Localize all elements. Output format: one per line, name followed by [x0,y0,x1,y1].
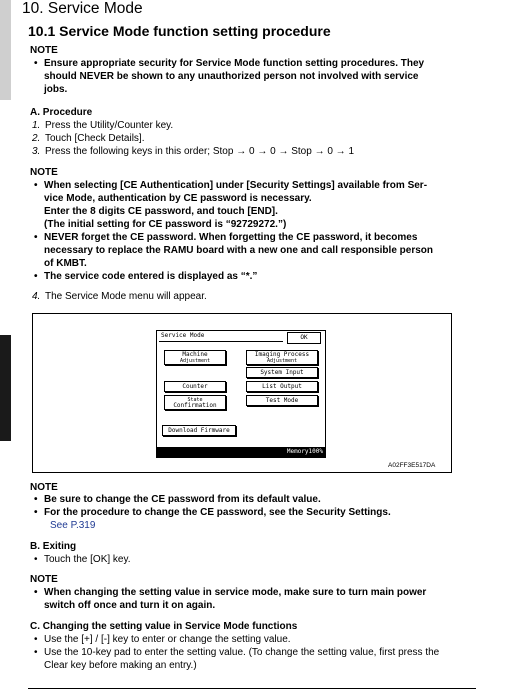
test-mode-button[interactable]: Test Mode [246,395,318,406]
bullet: • [34,494,38,505]
system-input-button[interactable]: System Input [246,367,318,378]
bullet: • [34,58,38,69]
counter-button[interactable]: Counter [164,381,226,392]
note-text: Be sure to change the CE password from its default value. [44,494,321,505]
changing-text: Use the [+] / [-] key to enter or change the setting value. [44,634,291,645]
button-label: Confirmation [173,402,217,409]
step-number: 4. [32,291,41,302]
status-bar [157,447,325,457]
section-thumb-tab [0,335,11,441]
note-text: jobs. [44,84,68,95]
note-label: NOTE [30,167,58,178]
step-number: 2. [32,133,41,144]
note-text: should NEVER be shown to any unauthorized person not involved with service [44,71,419,82]
see-page-link[interactable]: See P.319 [50,520,96,531]
figure-code: A02FF3E517DA [388,462,436,469]
title-underline [159,341,283,342]
note-text: The service code entered is displayed as “*.” [44,271,258,282]
bullet: • [34,587,38,598]
note-text: NEVER forget the CE password. When forgetting the CE password, it becomes [44,232,418,243]
bullet: • [34,271,38,282]
note-text: Enter the 8 digits CE password, and touch [END]. [44,206,278,217]
footer-rule [28,688,476,689]
note-text: For the procedure to change the CE password, see the Security Settings. [44,507,391,518]
page-edge-tab [0,0,11,100]
note-text: vice Mode, authentication by CE password is necessary. [44,193,312,204]
note-text: Ensure appropriate security for Service Mode function setting procedures. They [44,58,425,69]
button-label: Imaging Process [254,351,310,358]
procedure-heading: A. Procedure [30,107,93,118]
note-text: (The initial setting for CE password is “92729272.”) [44,219,287,230]
note-label: NOTE [30,574,58,585]
button-label: Adjustment [266,358,298,364]
bullet: • [34,180,38,191]
step-number: 3. [32,146,41,157]
note-text: switch off once and turn it on again. [44,600,216,611]
imaging-process-adjustment-button[interactable] [246,350,318,365]
note-text: necessary to replace the RAMU board with a new one and call responsible person [44,245,433,256]
screen-title: Service Mode [161,332,205,339]
state-confirmation-button[interactable] [164,395,226,410]
changing-heading: C. Changing the setting value in Service Mode functions [30,621,298,632]
button-label: State [187,397,203,403]
note-label: NOTE [30,482,58,493]
step-number: 1. [32,120,41,131]
note-label: NOTE [30,45,58,56]
button-label: Machine [182,351,208,358]
exiting-text: Touch the [OK] key. [44,554,131,565]
machine-adjustment-button[interactable] [164,350,226,365]
memory-indicator: Memory100% [286,448,323,455]
changing-text: Clear key before making an entry.) [44,660,197,671]
list-output-button[interactable]: List Output [246,381,318,392]
exiting-heading: B. Exiting [30,541,77,552]
download-firmware-button[interactable]: Download Firmware [162,425,236,436]
service-mode-screen [156,330,326,458]
button-label: Adjustment [179,358,211,364]
changing-text: Use the 10-key pad to enter the setting value. (To change the setting value, first press the [44,647,440,658]
bullet: • [34,232,38,243]
bullet: • [34,554,38,565]
ok-button[interactable]: OK [287,332,321,344]
note-text: When selecting [CE Authentication] under [Security Settings] available from Ser- [44,180,428,191]
bullet: • [34,507,38,518]
note-text: of KMBT. [44,258,87,269]
bullet: • [34,647,38,658]
step-text: The Service Mode menu will appear. [45,291,207,302]
step-text: Press the following keys in this order; Stop → 0 → 0 → Stop → 0 → 1 [45,146,355,157]
note-text: When changing the setting value in service mode, make sure to turn main power [44,587,427,598]
page-title: 10. Service Mode [22,0,143,17]
step-text: Touch [Check Details]. [45,133,145,144]
step-text: Press the Utility/Counter key. [45,120,174,131]
section-title: 10.1 Service Mode function setting procedure [28,23,331,39]
bullet: • [34,634,38,645]
